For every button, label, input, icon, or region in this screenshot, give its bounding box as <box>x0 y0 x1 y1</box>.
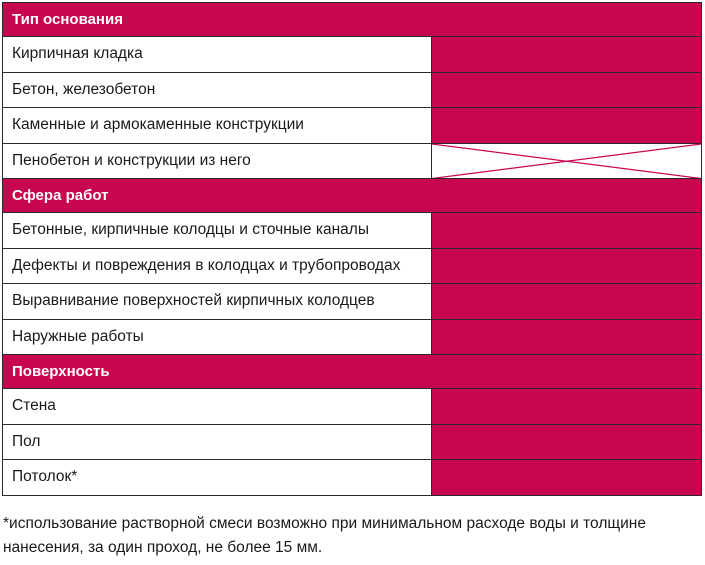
row-label: Потолок* <box>3 460 432 495</box>
section-header-surface: Поверхность <box>3 354 701 388</box>
footnote: *использование растворной смеси возможно при минимальном расходе воды и толщине нанесения, за один проход, не более 15 мм. <box>3 515 646 556</box>
row-label: Каменные и армокаменные конструкции <box>3 108 432 143</box>
applicable-cell <box>432 389 701 424</box>
applicable-cell <box>432 460 701 495</box>
applicable-cell <box>432 37 701 72</box>
applicable-cell <box>432 108 701 143</box>
row-label: Пол <box>3 425 432 460</box>
applicable-cell <box>432 249 701 284</box>
applicable-cell <box>432 425 701 460</box>
table-row <box>3 388 701 424</box>
table-row <box>3 143 701 179</box>
cross-icon <box>432 144 701 179</box>
applicable-cell <box>432 73 701 108</box>
row-label: Дефекты и повреждения в колодцах и трубопроводах <box>3 249 432 284</box>
section-header-base-type: Тип основания <box>3 2 701 36</box>
row-label: Бетонные, кирпичные колодцы и сточные каналы <box>3 213 432 248</box>
applicable-cell <box>432 284 701 319</box>
table-row <box>3 212 701 248</box>
row-label: Стена <box>3 389 432 424</box>
applicable-cell <box>432 213 701 248</box>
table-row <box>3 107 701 143</box>
applicability-table <box>2 2 702 496</box>
row-label: Выравнивание поверхностей кирпичных колодцев <box>3 284 432 319</box>
table-row <box>3 459 701 495</box>
table-row <box>3 248 701 284</box>
table-row <box>3 36 701 72</box>
row-label: Кирпичная кладка <box>3 37 432 72</box>
row-label: Пенобетон и конструкции из него <box>3 144 432 179</box>
table-row <box>3 72 701 108</box>
table-row <box>3 319 701 355</box>
row-label: Наружные работы <box>3 320 432 355</box>
table-row <box>3 283 701 319</box>
row-label: Бетон, железобетон <box>3 73 432 108</box>
table-row <box>3 424 701 460</box>
section-header-work-scope: Сфера работ <box>3 178 701 212</box>
not-applicable-cell <box>432 144 701 179</box>
applicable-cell <box>432 320 701 355</box>
